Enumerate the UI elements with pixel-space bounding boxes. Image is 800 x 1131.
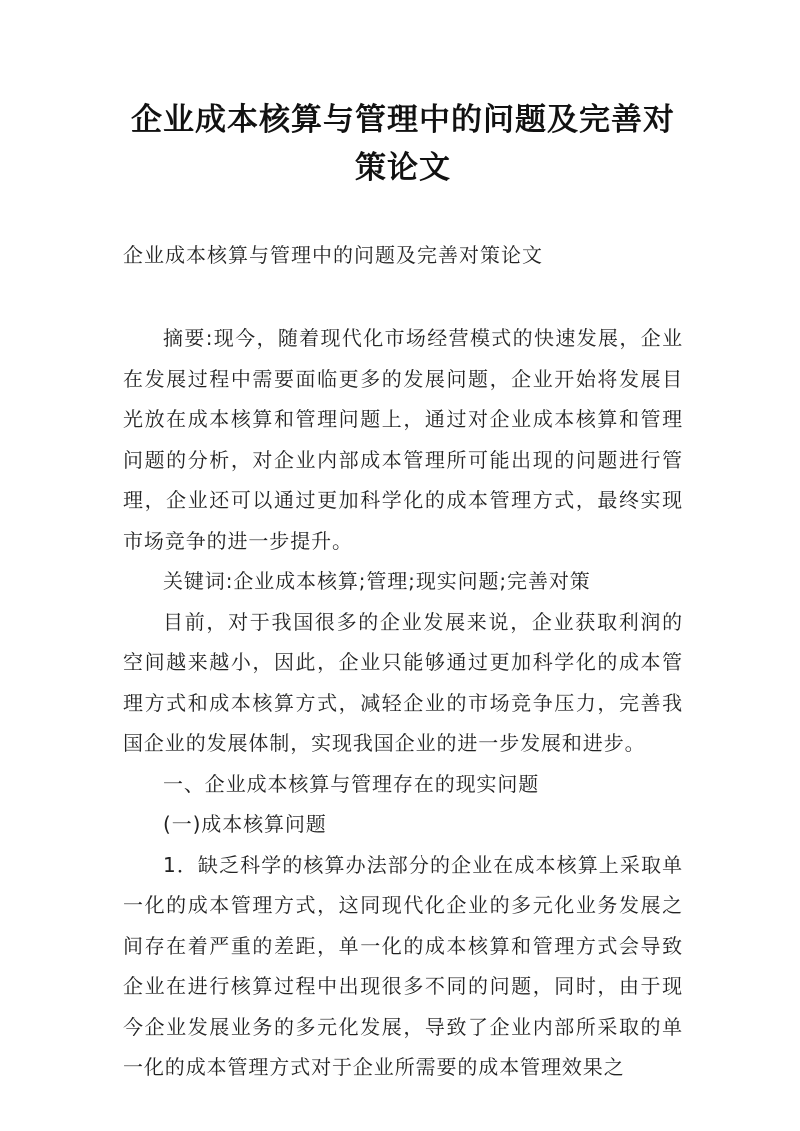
point-paragraph: 1．缺乏科学的核算办法部分的企业在成本核算上采取单一化的成本管理方式，这同现代化企业的多元化业务发展之间存在着严重的差距，单一化的成本核算和管理方式会导致企业在进行核算过程中出现很多不同的问题，同时，由于现今企业发展业务的多元化发展，导致了企业内部所采取的单一化的成本管理方式对于企业所需要的成本管理效果之 — [123, 852, 683, 1079]
document-body — [123, 318, 683, 1088]
abstract-paragraph: 摘要:现今，随着现代化市场经营模式的快速发展，企业在发展过程中需要面临更多的发展问题，企业开始将发展目光放在成本核算和管理问题上，通过对企业成本核算和管理问题的分析，对企业内部成本管理所可能出现的问题进行管理，企业还可以通过更加科学化的成本管理方式，最终实现市场竞争的进一步提升。 — [123, 326, 683, 553]
subsection-heading: (一)成本核算问题 — [163, 812, 327, 836]
document-title: 企业成本核算与管理中的问题及完善对策论文 — [131, 102, 675, 186]
document-subtitle: 企业成本核算与管理中的问题及完善对策论文 — [123, 243, 543, 267]
section-heading: 一、企业成本核算与管理存在的现实问题 — [163, 771, 540, 796]
intro-paragraph: 目前，对于我国很多的企业发展来说，企业获取利润的空间越来越小，因此，企业只能够通过更加科学化的成本管理方式和成本核算方式，减轻企业的市场竞争压力，完善我国企业的发展体制，实现我国企业的进一步发展和进步。 — [123, 609, 683, 755]
keywords-paragraph: 关键词:企业成本核算;管理;现实问题;完善对策 — [163, 569, 591, 593]
